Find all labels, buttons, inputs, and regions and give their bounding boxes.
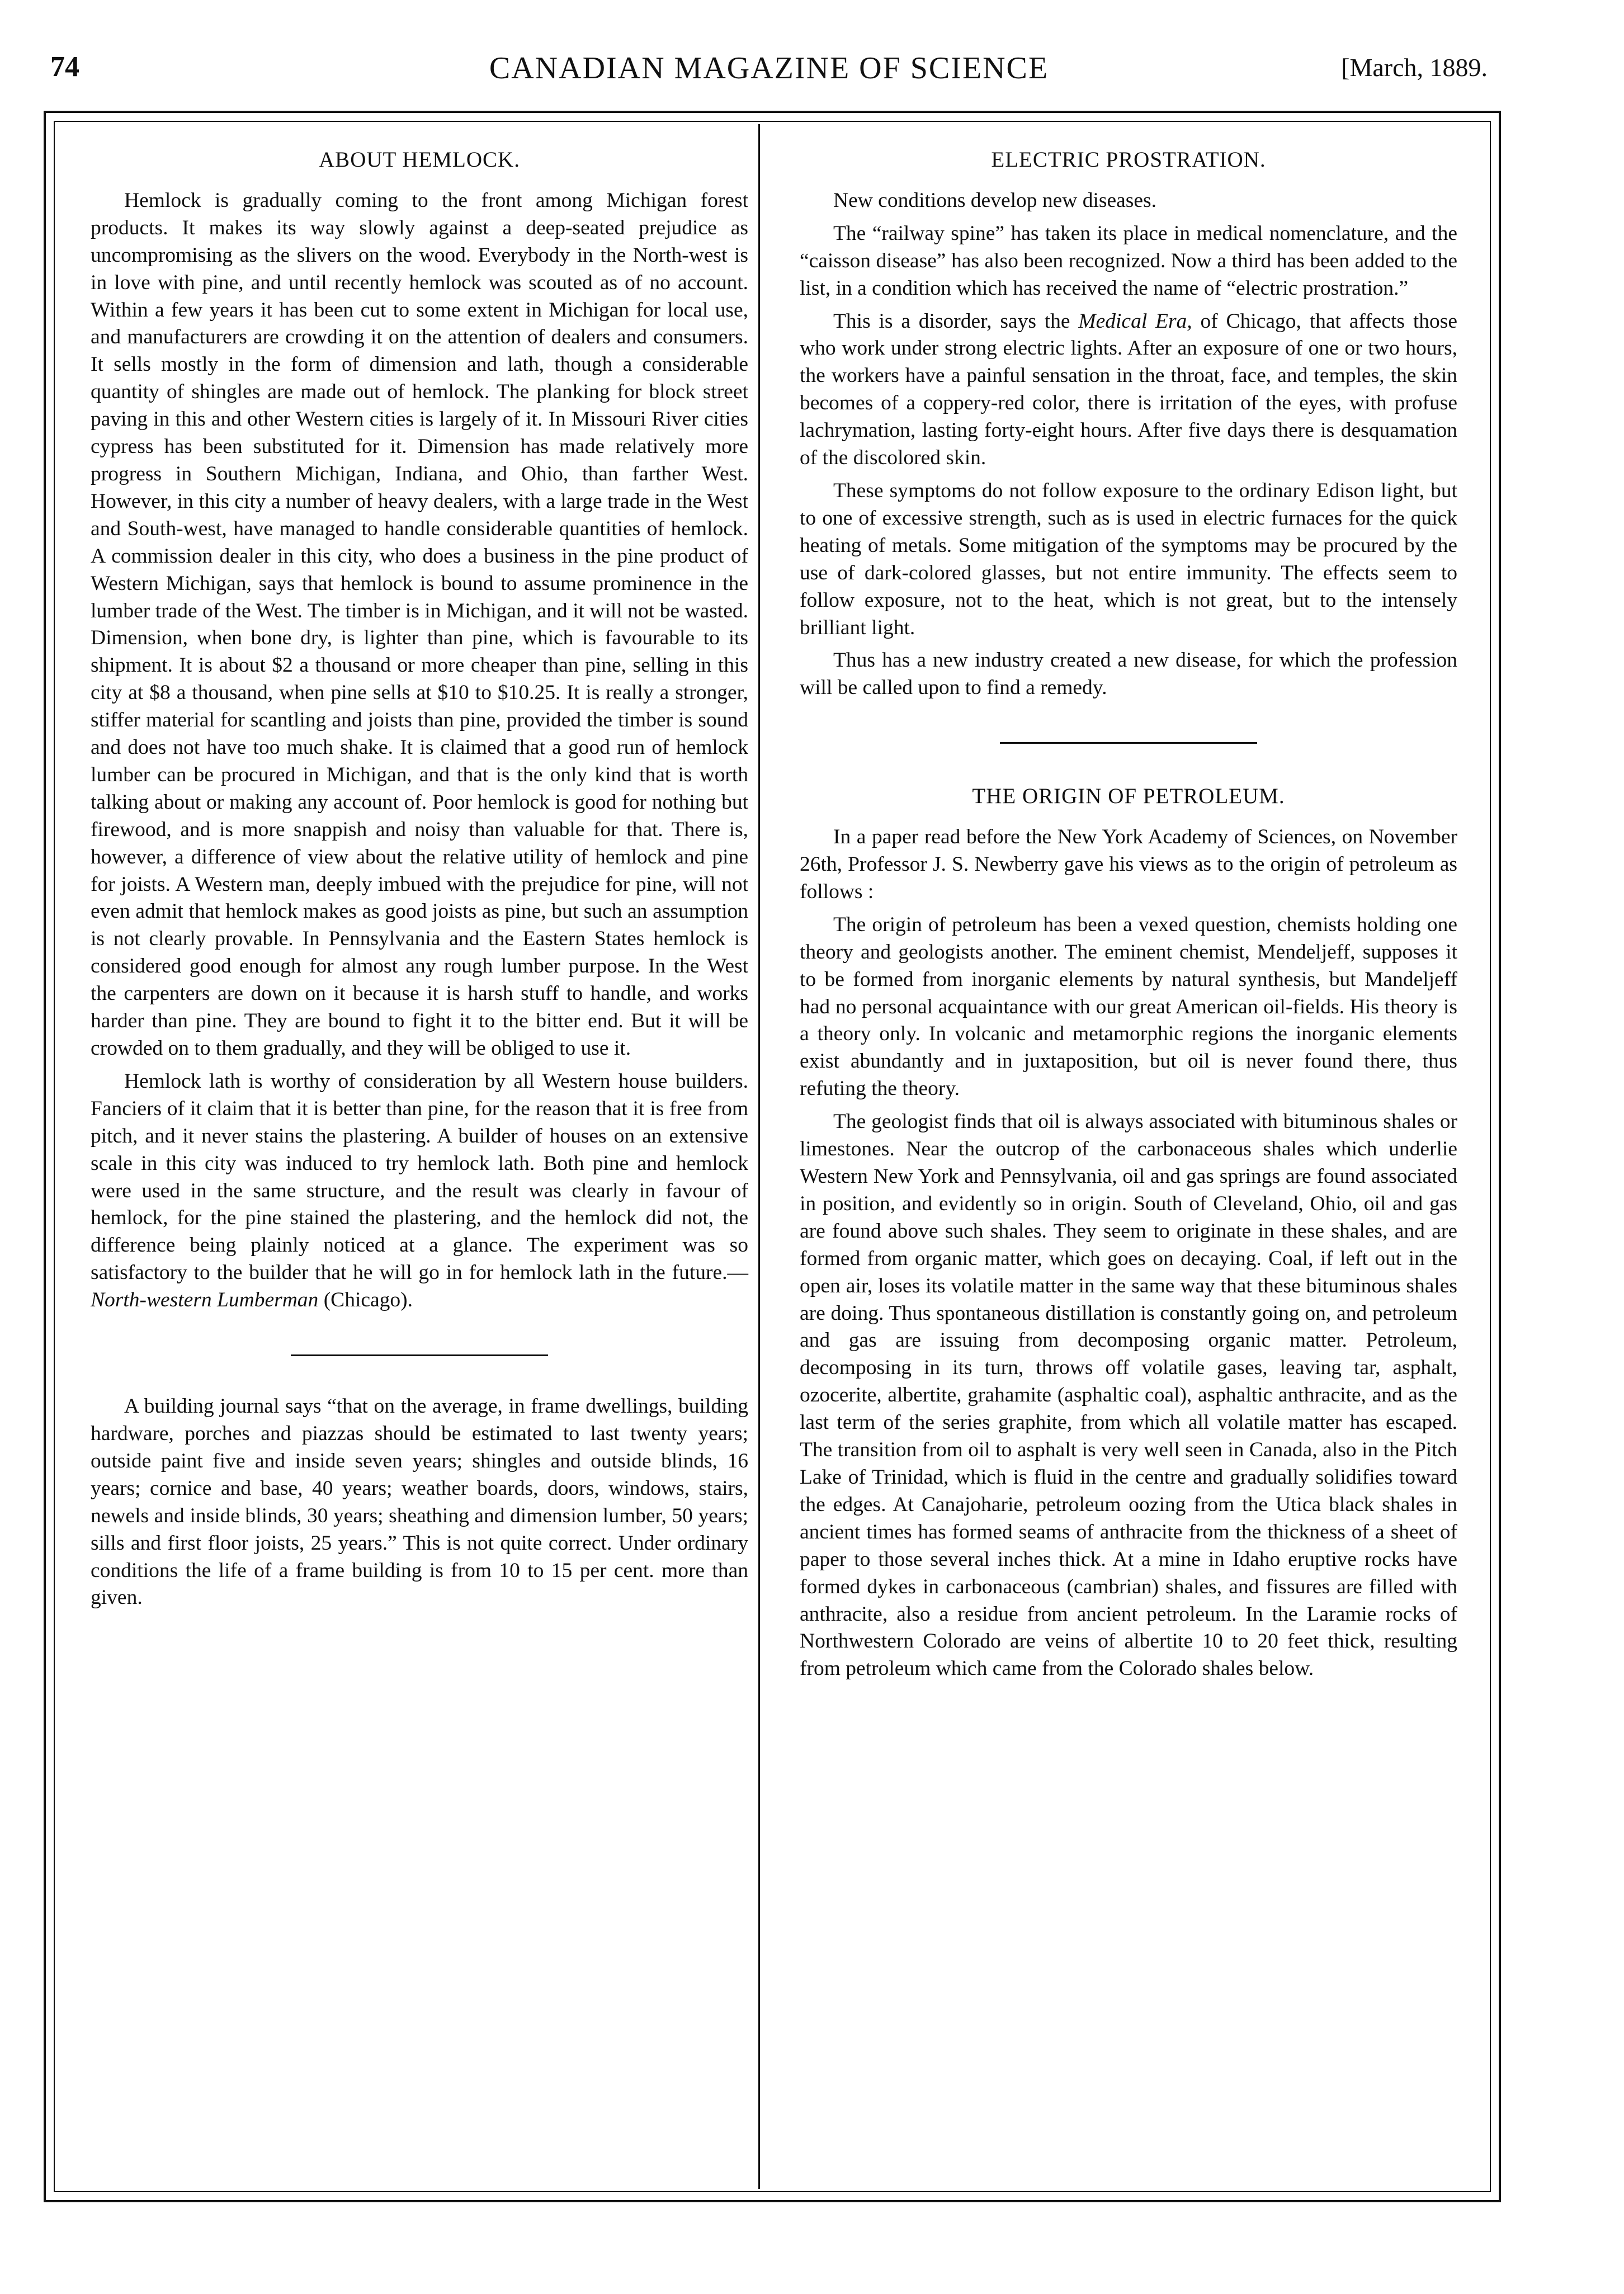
article-paragraph: The “railway spine” has taken its place in medical nomenclature, and the “caisson disease” has also been recognized. Now a third has been added to the list, in a condition which has received the name of “electric prostration.”: [800, 221, 1457, 300]
article-paragraph: [800, 308, 1457, 472]
paragraph-text: of Chicago, that affects those who work under strong electric lights. After an exposure of one or two hours, the workers have a painful sensation in the throat, face, and temples, the skin becomes of a coppery-red color, there is irritation of the eyes, with profuse lachrymation, lasting forty-eight hours. After five days there is desquamation of the discolored skin.: [800, 309, 1457, 470]
article-title: ELECTRIC PROSTRATION.: [991, 148, 1266, 172]
article-paragraph: These symptoms do not follow exposure to the ordinary Edison light, but to one of excessive strength, such as is used in electric furnaces for the quick heating of metals. Some mitigation of the symptoms may be procured by the use of dark-colored glasses, but not entire immunity. The effects seem to follow exposure, not to the heat, which is not great, but to the intensely brilliant light.: [800, 479, 1457, 639]
magazine-title: CANADIAN MAGAZINE OF SCIENCE: [489, 51, 1049, 86]
article-title: THE ORIGIN OF PETROLEUM.: [972, 784, 1285, 809]
article-paragraph: Hemlock is gradually coming to the front among Michigan forest products. It makes its way slowly against a deep-seated prejudice as uncompromising as the slivers on the wood. Everybody in the North-west is in love with pine, and until recently hemlock was scouted as of no account. Within a few years it has been cut to some extent in Michigan for local use, and manufacturers are crowding it on the attention of dealers and consumers. It sells mostly in the form of dimension and lath, though a considerable quantity of shingles are made out of hemlock. The planking for block street paving in this and other Western cities is largely of it. In Missouri River cities cypress has been substituted for it. Dimension has made relatively more progress in Southern Michigan, Indiana, and Ohio, than farther West. However, in this city a number of heavy dealers, with a large trade in the West and South-west, have managed to handle considerable quantities of hemlock. A commission dealer in this city, who does a business in the pine product of Western Michigan, says that hemlock is bound to assume prominence in the lumber trade of the West. The timber is in Michigan, and it will not be wasted. Dimension, when bone dry, is lighter than pine, which is favourable to its shipment. It is about $2 a thousand or more cheaper than pine, selling in this city at $8 a thousand, when pine sells at $10 to $10.25. It is really a stronger, stiffer material for scantling and joists than pine, provided the timber is sound and does not have too much shake. It is claimed that a good run of hemlock lumber can be procured in Michigan, and that is the only kind that is worth talking about or making any account of. Poor hemlock is good for nothing but firewood, and is more snappish and noisy than valuable for that. There is, however, a difference of view about the relative utility of hemlock and pine for joists. A Western man, deeply imbued with the prejudice for pine, will not even admit that hemlock makes as good joists as pine, but such an assumption is not clearly provable. In Pennsylvania and the Eastern States hemlock is considered good enough for almost any rough lumber purpose. In the West the carpenters are down on it because it is harsh stuff to handle, and works harder than pine. They are bound to fight it to the bitter end. But it will be crowded on to them gradually, and they will be obliged to use it.: [91, 188, 748, 1060]
article-paragraph: The geologist finds that oil is always associated with bituminous shales or limestones. Near the outcrop of the carbonaceous shales which underlie Western New York and Pennsylvania, oil and gas springs are found associated in position, and evidently so in origin. South of Cleveland, Ohio, oil and gas are found above such shales. They seem to originate in these shales, and are formed from organic matter, which goes on decaying. Coal, if left out in the open air, loses its volatile matter in the same way that these bituminous shales are doing. Thus spontaneous distillation is constantly going on, and petroleum and gas are issuing from decomposing organic matter. Petroleum, decomposing in its turn, throws off volatile gases, leaving tar, asphalt, ozocerite, albertite, grahamite (asphaltic coal), asphaltic anthracite, and as the last term of the series graphite, from which all volatile matter has escaped. The transition from oil to asphalt is very well seen in Canada, also in the Pitch Lake of Trinidad, which is fluid in the centre and gradually solidifies toward the edges. At Canajoharie, petroleum oozing from the Utica black shales in ancient times has formed seams of anthracite from the thickness of a sheet of paper to those several inches thick. At a mine in Idaho eruptive rocks have formed dykes in carbonaceous (cambrian) shales, and fissures are filled with anthracite, also a residue from ancient petroleum. In the Laramie rocks of Northwestern Colorado are veins of albertite 10 to 20 feet thick, resulting from petroleum which came from the Colorado shales below.: [800, 1110, 1457, 1681]
article-about-hemlock: [91, 147, 748, 1314]
running-header: [50, 50, 1488, 89]
article-title: ABOUT HEMLOCK.: [319, 148, 520, 172]
source-citation: North-western Lumberman: [91, 1288, 319, 1312]
column-divider: [758, 124, 760, 2189]
article-paragraph: A building journal says “that on the average, in frame dwellings, building hardware, porches and piazzas should be estimated to last twenty years; outside paint five and inside seven years; shingles and outside blinds, 16 years; cornice and base, 40 years; weather boards, doors, windows, stairs, newels and inside blinds, 30 years; sheathing and dimension lumber, 50 years; sills and first floor joists, 25 years.” This is not quite correct. Under ordinary conditions the life of a frame building is from 10 to 15 per cent. more than given.: [91, 1395, 748, 1609]
paragraph-text: This is a disorder, says the: [833, 309, 1079, 333]
page-frame: [44, 111, 1501, 2202]
paragraph-text: Hemlock lath is worthy of consideration by all Western house builders. Fanciers of it claim that it is better than pine, for the reason that it is free from pitch, and it never stains the plastering. A builder of houses on an extensive scale in this city was induced to try hemlock lath. Both pine and hemlock were used in the same structure, and the result was clearly in favour of hemlock, for the pine stained the plastering, and the hemlock did not, the difference being plainly noticed at a glance. The experiment was so satisfactory to the builder that he will go in for hemlock lath in the future.—: [91, 1069, 748, 1285]
left-column: [91, 147, 748, 1612]
source-place: (Chicago).: [318, 1288, 413, 1312]
section-divider-rule: [291, 1354, 548, 1356]
article-electric-prostration: [800, 147, 1457, 702]
article-paragraph: New conditions develop new diseases.: [833, 188, 1156, 212]
article-paragraph: In a paper read before the New York Academy of Sciences, on November 26th, Professor J. S. Newberry gave his views as to the origin of petroleum as follows :: [800, 825, 1457, 903]
article-paragraph: [91, 1068, 748, 1314]
section-divider-rule: [1000, 742, 1257, 744]
article-paragraph: Thus has a new industry created a new disease, for which the profession will be called upon to find a remedy.: [800, 649, 1457, 700]
source-citation: Medical Era,: [1078, 309, 1192, 333]
article-building-journal: [91, 1393, 748, 1612]
issue-date: [March, 1889.: [1341, 53, 1488, 82]
right-column: [800, 147, 1457, 1683]
article-paragraph: The origin of petroleum has been a vexed question, chemists holding one theory and geologists another. The eminent chemist, Mendeljeff, supposes it to be formed from inorganic elements by natural synthesis, but Mandeljeff had no personal acquaintance with our great American oil-fields. His theory is a theory only. In volcanic and metamorphic regions the inorganic elements exist abundantly and in juxtaposition, but oil is never found there, thus refuting the theory.: [800, 913, 1457, 1101]
page-number: 74: [50, 51, 79, 83]
article-origin-of-petroleum: [800, 783, 1457, 1683]
